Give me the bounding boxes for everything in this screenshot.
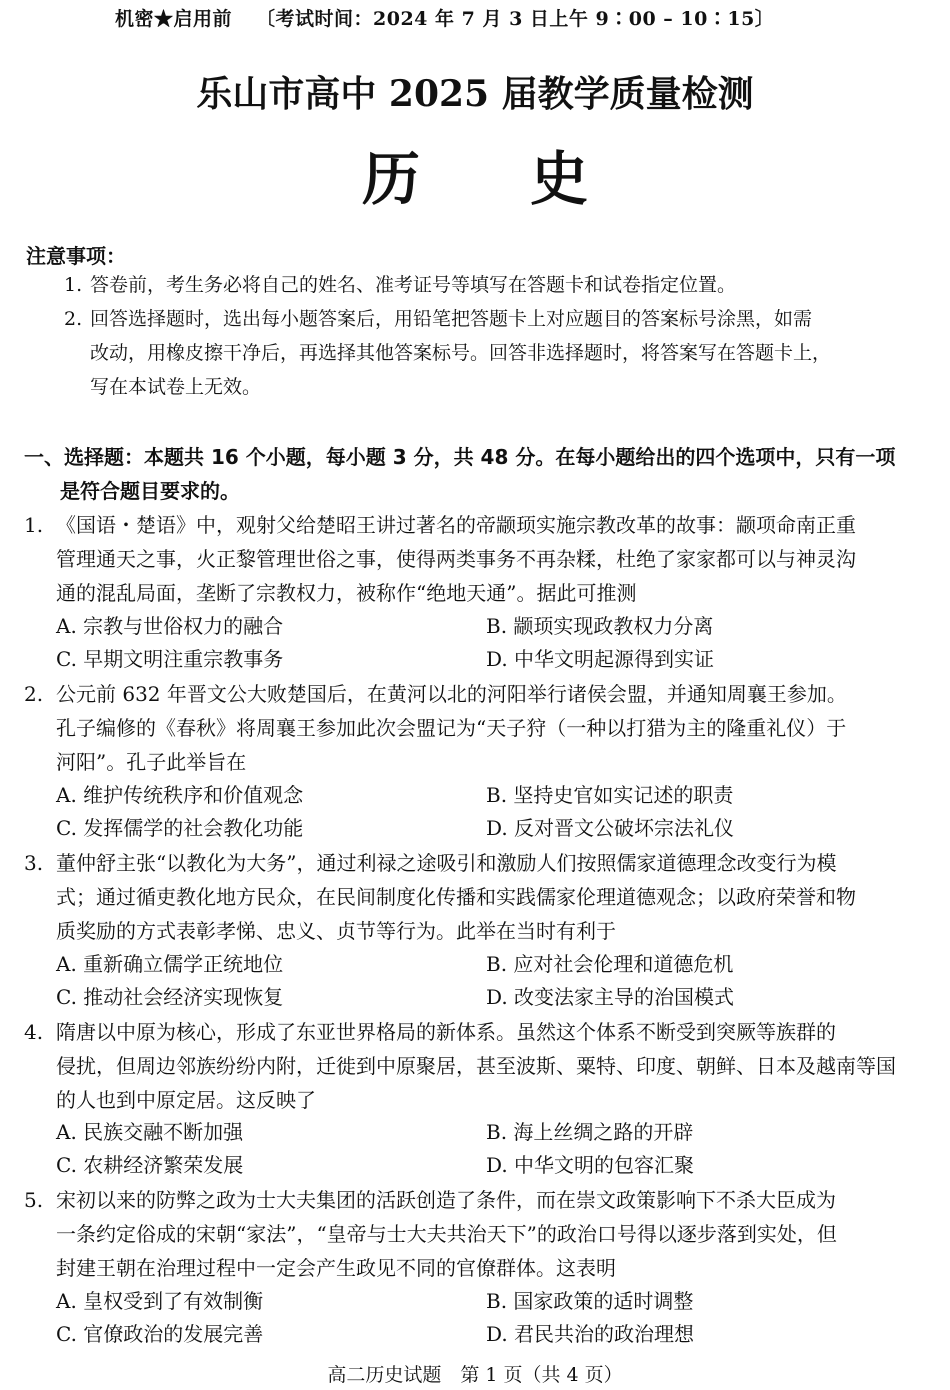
note-number: 2. xyxy=(64,308,83,330)
option-c[interactable]: C. 官僚政治的发展完善 xyxy=(56,1322,264,1346)
note-line: 改动，用橡皮擦干净后，再选择其他答案标号。回答非选择题时，将答案写在答题卡上， xyxy=(90,342,832,364)
question-3 xyxy=(24,846,929,948)
question-line: 管理通天之事，火正黎管理世俗之事，使得两类事务不再杂糅，杜绝了家家都可以与神灵沟 xyxy=(56,547,856,571)
question-line: 的人也到中原定居。这反映了 xyxy=(56,1088,316,1112)
note-line: 回答选择题时，选出每小题答案后，用铅笔把答题卡上对应题目的答案标号涂黑，如需 xyxy=(90,308,813,330)
option-d[interactable]: D. 反对晋文公破坏宗法礼仪 xyxy=(486,816,735,840)
question-number: 4. xyxy=(24,1020,44,1044)
question-4 xyxy=(24,1015,929,1117)
question-line: 董仲舒主张“以教化为大务”，通过利禄之途吸引和激励人们按照儒家道德理念改变行为模 xyxy=(56,851,837,875)
exam-title: 乐山市高中 2025 届教学质量检测 xyxy=(196,73,754,115)
option-a[interactable]: A. 维护传统秩序和价值观念 xyxy=(56,783,304,807)
option-a[interactable]: A. 民族交融不断加强 xyxy=(56,1120,244,1144)
question-line: 一条约定俗成的宋朝“家法”，“皇帝与士大夫共治天下”的政治口号得以逐步落到实处，但 xyxy=(56,1222,837,1246)
note-line: 写在本试卷上无效。 xyxy=(90,376,262,398)
question-line: 隋唐以中原为核心，形成了东亚世界格局的新体系。虽然这个体系不断受到突厥等族群的 xyxy=(56,1020,836,1044)
question-line: 通的混乱局面，垄断了宗教权力，被称作“绝地天通”。据此可推测 xyxy=(56,581,637,605)
option-b[interactable]: B. 国家政策的适时调整 xyxy=(486,1289,694,1313)
question-number: 3. xyxy=(24,851,44,875)
option-c[interactable]: C. 农耕经济繁荣发展 xyxy=(56,1153,244,1177)
question-number: 1. xyxy=(24,513,44,537)
question-line: 河阳”。孔子此举旨在 xyxy=(56,750,247,774)
question-line: 封建王朝在治理过程中一定会产生政见不同的官僚群体。这表明 xyxy=(56,1256,616,1280)
question-1-options xyxy=(56,610,929,676)
section-heading-line: 一、选择题：本题共 16 个小题，每小题 3 分，共 48 分。在每小题给出的四个选项中，只有一项 xyxy=(24,445,896,469)
question-line: 公元前 632 年晋文公大败楚国后，在黄河以北的河阳举行诸侯会盟，并通知周襄王参加。 xyxy=(56,682,847,706)
question-line: 孔子编修的《春秋》将周襄王参加此次会盟记为“天子狩（一种以打猎为主的隆重礼仪）于 xyxy=(56,716,847,740)
section-heading xyxy=(24,440,929,508)
page-footer: 高二历史试题 第 1 页（共 4 页） xyxy=(327,1364,623,1386)
option-b[interactable]: B. 坚持史官如实记述的职责 xyxy=(486,783,734,807)
option-d[interactable]: D. 改变法家主导的治国模式 xyxy=(486,985,735,1009)
note-number: 1. xyxy=(64,274,83,296)
option-d[interactable]: D. 中华文明起源得到实证 xyxy=(486,647,715,671)
confidential-label: 机密★启用前 xyxy=(115,8,233,30)
option-b[interactable]: B. 应对社会伦理和道德危机 xyxy=(486,952,734,976)
notes-heading: 注意事项： xyxy=(26,244,126,268)
question-line: 质奖励的方式表彰孝悌、忠义、贞节等行为。此举在当时有利于 xyxy=(56,919,616,943)
option-c[interactable]: C. 早期文明注重宗教事务 xyxy=(56,647,284,671)
note-line: 答卷前，考生务必将自己的姓名、准考证号等填写在答题卡和试卷指定位置。 xyxy=(90,274,737,296)
question-3-options xyxy=(56,948,929,1014)
section-heading-line: 是符合题目要求的。 xyxy=(60,479,240,503)
option-d[interactable]: D. 中华文明的包容汇聚 xyxy=(486,1153,695,1177)
question-2 xyxy=(24,677,929,779)
option-a[interactable]: A. 皇权受到了有效制衡 xyxy=(56,1289,264,1313)
note-item-2 xyxy=(64,302,926,404)
exam-header xyxy=(115,4,774,31)
option-b[interactable]: B. 颛顼实现政教权力分离 xyxy=(486,614,714,638)
option-c[interactable]: C. 推动社会经济实现恢复 xyxy=(56,985,284,1009)
question-4-options xyxy=(56,1116,929,1182)
exam-time: 〔考试时间：2024 年 7 月 3 日上午 9∶00 – 10∶15〕 xyxy=(256,8,775,30)
question-2-options xyxy=(56,779,929,845)
question-5 xyxy=(24,1183,929,1285)
question-line: 《国语・楚语》中，观射父给楚昭王讲过著名的帝颛顼实施宗教改革的故事：颛项命南正重 xyxy=(56,513,856,537)
option-b[interactable]: B. 海上丝绸之路的开辟 xyxy=(486,1120,694,1144)
question-1 xyxy=(24,508,929,610)
question-number: 5. xyxy=(24,1188,44,1212)
option-a[interactable]: A. 宗教与世俗权力的融合 xyxy=(56,614,284,638)
option-a[interactable]: A. 重新确立儒学正统地位 xyxy=(56,952,284,976)
option-d[interactable]: D. 君民共治的政治理想 xyxy=(486,1322,695,1346)
question-number: 2. xyxy=(24,682,44,706)
question-5-options xyxy=(56,1285,929,1351)
question-line: 式；通过循吏教化地方民众，在民间制度化传播和实践儒家伦理道德观念；以政府荣誉和物 xyxy=(56,885,856,909)
note-item-1 xyxy=(64,268,926,302)
question-line: 侵扰，但周边邻族纷纷内附，迁徙到中原聚居，甚至波斯、粟特、印度、朝鲜、日本及越南等国 xyxy=(56,1054,896,1078)
question-line: 宋初以来的防弊之政为士大夫集团的活跃创造了条件，而在崇文政策影响下不杀大臣成为 xyxy=(56,1188,836,1212)
subject-title: 历史 xyxy=(361,145,698,213)
option-c[interactable]: C. 发挥儒学的社会教化功能 xyxy=(56,816,304,840)
